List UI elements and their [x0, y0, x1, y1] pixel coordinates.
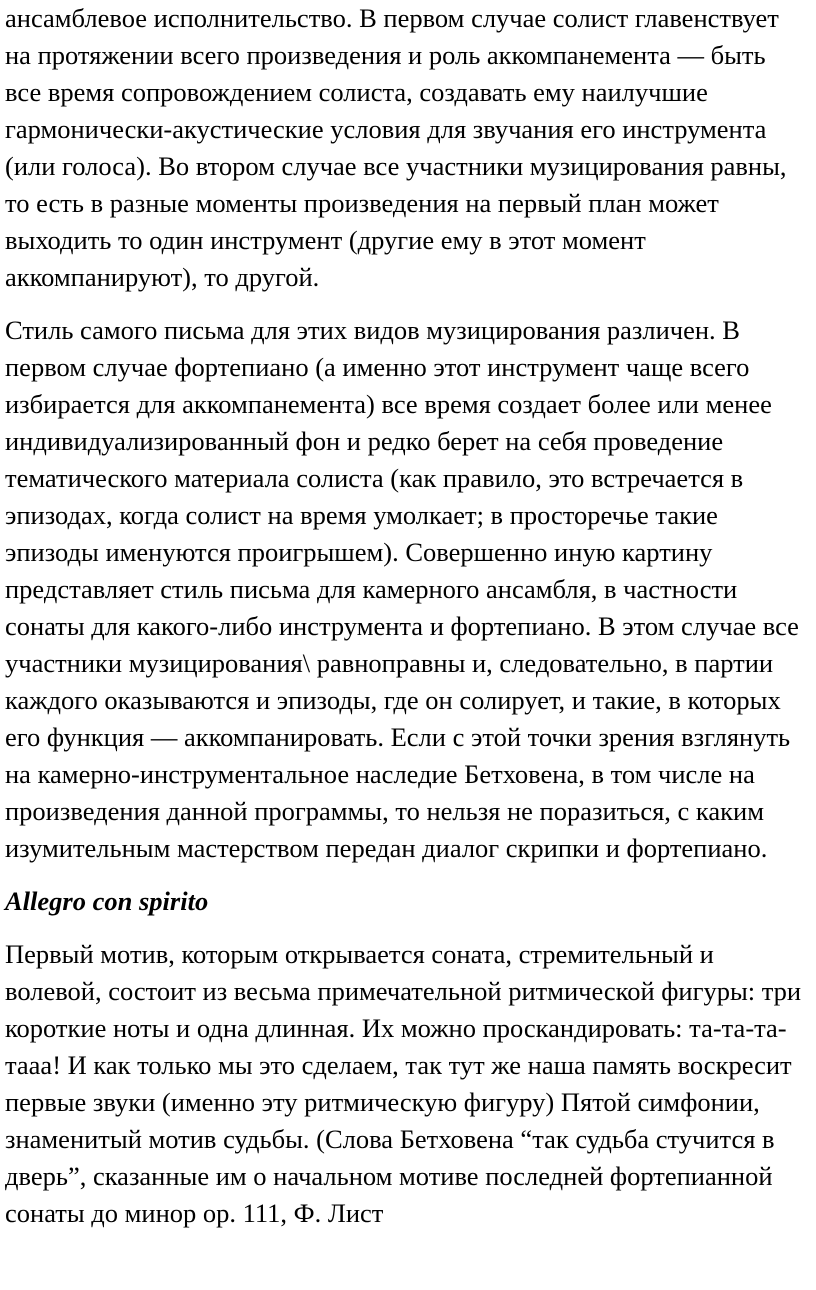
paragraph-writing-style: Стиль самого письма для этих видов музицирования различен. В первом случае фортепиано (а именно этот инструмент чаще всего избирается для аккомпанемента) все время создает более или менее индивидуализированный фон и редко берет на себя проведение тематического материала солиста (как правило, это встречается в эпизодах, когда солист на время умолкает; в просторечье такие эпизоды именуются проигрышем). Совершенно иную картину представляет стиль письма для камерного ансамбля, в частности сонаты для какого-либо инструмента и фортепиано. В этом случае все участники музицирования\ равноправны и, следовательно, в партии каждого оказываются и эпизоды, где он солирует, и такие, в которых его функция — аккомпанировать. Если с этой точки зрения взглянуть на камерно-инструментальное наследие Бетховена, в том числе на произведения данной программы, то нельзя не поразиться, с каким изумительным мастерством передан диалог скрипки и фортепиано. [5, 315, 799, 863]
section-heading-allegro: Allegro con spirito [5, 886, 209, 916]
paragraph-first-motif: Первый мотив, которым открывается соната, стремительный и волевой, состоит из весьма примечательной ритмической фигуры: три короткие ноты и одна длинная. Их можно проскандировать: та-та-та-тааа! И как только мы это сделаем, так тут же наша память воскресит первые звуки (именно эту ритмическую фигуру) Пятой симфонии, знаменитый мотив судьбы. (Слова Бетховена “так судьба стучится в дверь”, сказанные им о начальном мотиве последней фортепианной сонаты до минор ор. 111, Ф. Лист [5, 939, 802, 1228]
paragraph-ensemble-performance: ансамблевое исполнительство. В первом случае солист главенствует на протяжении всего произведения и роль аккомпанемента — быть все время сопровождением солиста, создавать ему наилучшие гармонически-акустические условия для звучания его инструмента (или голоса). Во втором случае все участники музицирования равны, то есть в разные моменты произведения на первый план может выходить то один инструмент (другие ему в этот момент аккомпанируют), то другой. [5, 3, 787, 292]
